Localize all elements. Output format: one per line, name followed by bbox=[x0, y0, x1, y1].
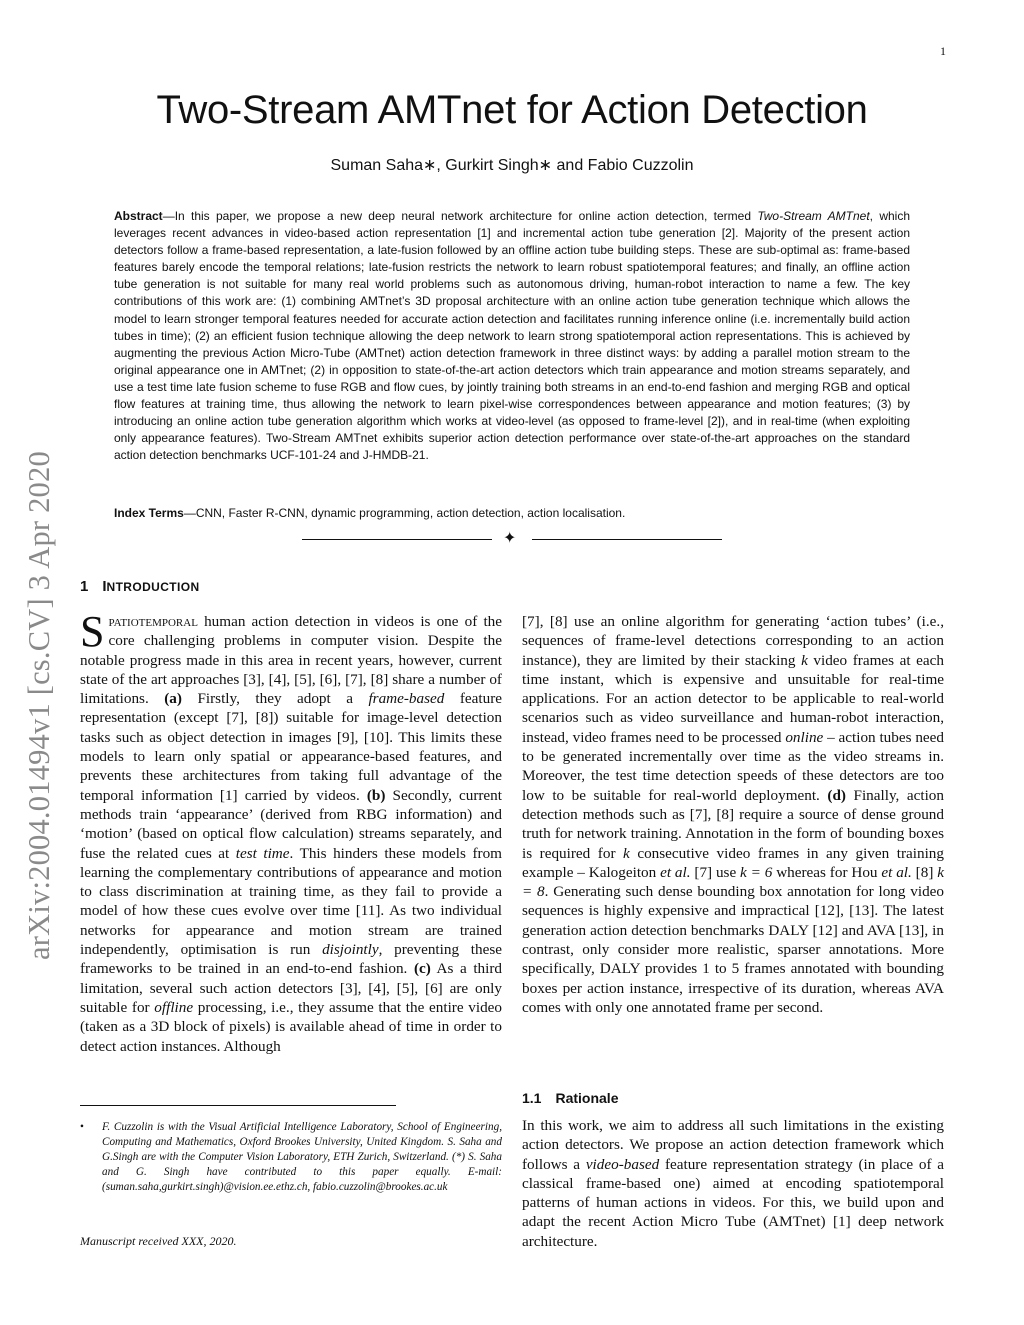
abstract-lead: —In this paper, we propose a new deep neural network architecture for online action detection, termed bbox=[162, 209, 758, 223]
intro-text: Finally, action detection methods such as [7], [8] require a source of dense ground truth for network training. Annotation in the form of bounding boxes is required for bbox=[522, 786, 944, 862]
limitation-d-label: (d) bbox=[827, 786, 846, 804]
divider-rule-left bbox=[302, 539, 492, 540]
intro-paragraph bbox=[80, 607, 503, 1056]
intro-text: As a third limitation, several such action detectors [3], [4], [5], [6] are only suitable for bbox=[80, 960, 503, 1016]
manuscript-note: Manuscript received XXX, 2020. bbox=[80, 1234, 237, 1248]
arxiv-identifier-stamp: arXiv:2004.01494v1 [cs.CV] 3 Apr 2020 bbox=[22, 451, 56, 960]
intro-text: [7] use bbox=[690, 863, 741, 881]
dropcap-continuation: patiotemporal bbox=[108, 613, 198, 630]
intro-text: video frames at each time instant, which is expensive and unsuitable for real-time applications. For an action detector to be applicable to real-world scenarios such as video surveillance and human-robot interaction, instead, video frames need to be processed bbox=[522, 651, 944, 746]
left-column bbox=[80, 607, 503, 1056]
et-al: et al. bbox=[660, 863, 691, 881]
rationale-paragraph-block bbox=[522, 1116, 944, 1251]
index-terms bbox=[114, 505, 910, 522]
footnote-text: F. Cuzzolin is with the Visual Artificial Intelligence Laboratory, School of Engineering, Computing and Mathematics, Oxford Brookes University, United Kingdom. S. Saha and G.Singh are with the Computer Vision Laboratory, ETH Zurich, Switzerland. (*) S. Saha and G. Singh have contributed to this paper equally. E-mail: (suman.saha,gurkirt.singh)@vision.ee.ethz.ch, fabio.cuzzolin@brookes.ac.uk bbox=[102, 1121, 502, 1193]
intro-text: . Generating such dense bounding box annotation for long video sequences is highly expensive and impractical [12], [13]. The latest generation action detection benchmarks DALY [12] and AVA [13], in contrast, only consider more realistic, sparser annotations. More specifically, DALY provides 1 to 5 frames annotated with bounding boxes per action instance, irrespective of its duration, whereas AVA comes with only one annotated frame per second. bbox=[522, 883, 945, 1016]
rationale-paragraph bbox=[522, 1116, 944, 1251]
emphasis-test-time: test time bbox=[235, 844, 290, 862]
math-k-equals-8: k = 8 bbox=[522, 863, 944, 901]
intro-text: [8] bbox=[911, 863, 938, 881]
section-title-rest: NTRODUCTION bbox=[106, 580, 200, 594]
author-list: Suman Saha∗, Gurkirt Singh∗ and Fabio Cuzzolin bbox=[330, 157, 694, 174]
dropcap: S bbox=[80, 607, 105, 656]
intro-text: Firstly, they adopt a bbox=[181, 690, 369, 708]
section-heading-introduction bbox=[80, 578, 200, 595]
right-column bbox=[522, 612, 944, 1017]
emphasis-offline: offline bbox=[154, 998, 194, 1016]
intro-text: Secondly, current methods train ‘appearance’ (derived from RBG information) and ‘motion’ (based on optical flow calculation) streams separately, and fuse the related cues at bbox=[80, 786, 502, 862]
intro-text: . This hinders these models from learning the complementary contributions of appearance and motion to class discrimination at training time, as they fail to provide a model of how these cues evolve over time [11]. As two individual networks for appearance and motion stream are trained independently, optimisation is run bbox=[80, 844, 502, 959]
intro-text: processing, i.e., they assume that the entire video (taken as a 3D block of pixels) is available ahead of time in order to detect action instances. Although bbox=[80, 998, 502, 1055]
abstract-body: , which leverages recent advances in video-based action representation [1] and incremental action tube generation [2]. Majority of the present action detectors follow a frame-based representation, a late-fusion followed by an offline action tube building steps. These are sub-optimal as: frame-based features barely encode the temporal relations; late-fusion restricts the network to learn robust spatiotemporal features; and finally, an offline action tube generation is not suitable for many real world problems such as autonomous driving, human-robot interaction to name a few. The key contributions of this work are: (1) combining AMTnet’s 3D proposal architecture with an online action tube generation technique which allows the model to learn stronger temporal features needed for accurate action detection and facilitates running inference online (i.e. incrementally build action tubes in time); (2) an efficient fusion technique allowing the deep network to learn strong spatiotemporal action representations. This is achieved by augmenting the previous Action Micro-Tube (AMTnet) action detection framework in three distinct ways: by adding a parallel motion stream to the original appearance one in AMTnet; (2) in opposition to state-of-the-art action detectors which train appearance and motion streams separately, and use a test time late fusion scheme to fuse RGB and flow cues, by jointly training both streams in an end-to-end fashion and merging RGB and optical flow features at training time, thus allowing the network to learn pixel-wise correspondences between appearance and motion features; (3) by introducing an online action tube generation algorithm which works at video-level (as opposed to frame-level [2]), and in real-time (when exploiting only appearance features). Two-Stream AMTnet exhibits superior action detection performance over state-of-the-art approaches on the standard action detection benchmarks UCF-101-24 and J-HMDB-21. bbox=[114, 209, 910, 463]
limitation-b-label: (b) bbox=[366, 786, 386, 804]
emphasis-video-based: video-based bbox=[585, 1155, 660, 1173]
footnote bbox=[80, 1120, 502, 1195]
intro-text: human action detection in videos is one of the core challenging problems in computer vision. Despite the notable progress made in this area in recent years, however, current state of the art approaches [3], [4], [5], [6], [7], [8] share a number of limitations. bbox=[80, 613, 502, 708]
abstract-model-name: Two-Stream AMTnet bbox=[757, 209, 870, 223]
subsection-title: Rationale bbox=[555, 1090, 619, 1106]
limitation-c-label: (c) bbox=[413, 960, 431, 978]
emphasis-disjointly: disjointly bbox=[322, 941, 379, 959]
intro-text: , preventing these frameworks to be trained in an end-to-end fashion. bbox=[80, 941, 502, 978]
math-k-equals-6: k = 6 bbox=[740, 863, 773, 881]
rationale-text: In this work, we aim to address all such limitations in the existing action detectors. We propose an action detection framework which follows a bbox=[522, 1117, 944, 1173]
intro-text: feature representation (except [7], [8]) suitable for image-level detection tasks such as object detection in images [9], [10]. This limits these models to learn only spatial or appearance-based features, and prevents these architectures from taking full advantage of the temporal information [1] carried by videos. bbox=[80, 690, 502, 804]
intro-paragraph-continued bbox=[522, 612, 944, 1017]
et-al: et al. bbox=[881, 863, 912, 881]
page-number: 1 bbox=[940, 44, 946, 58]
index-terms-label: Index Terms bbox=[114, 506, 184, 520]
index-terms-body: —CNN, Faster R-CNN, dynamic programming, action detection, action localisation. bbox=[183, 506, 626, 520]
section-divider bbox=[302, 530, 722, 550]
math-k: k bbox=[801, 651, 808, 669]
intro-text: whereas for Hou bbox=[772, 863, 882, 881]
emphasis-online: online bbox=[785, 728, 824, 746]
divider-diamond-icon: ✦ bbox=[503, 530, 517, 547]
subsection-heading-rationale bbox=[522, 1090, 618, 1106]
divider-rule-right bbox=[532, 539, 722, 540]
section-number: 1 bbox=[80, 578, 89, 595]
abstract bbox=[114, 208, 910, 464]
footnote-rule bbox=[80, 1105, 396, 1106]
abstract-label: Abstract bbox=[114, 209, 163, 223]
paper-title: Two-Stream AMTnet for Action Detection bbox=[156, 88, 868, 132]
section-first-letter: I bbox=[102, 578, 107, 595]
intro-text: – action tubes need to be generated incrementally over time as the video streams in. Moreover, the test time detection speeds of these detectors are too low to be suitable for real-world deployment. bbox=[522, 728, 945, 804]
intro-text: consecutive video frames in any given training example – Kalogeiton bbox=[522, 844, 944, 881]
footnote-bullet: • bbox=[80, 1121, 84, 1133]
limitation-a-label: (a) bbox=[164, 690, 182, 708]
rationale-text: feature representation strategy (in place of a classical frame-based one) aimed at encoding spatiotemporal patterns of human actions in videos. For this, we build upon and adapt the recent Action Micro Tube (AMTnet) [1] deep network architecture. bbox=[522, 1155, 944, 1250]
intro-text: [7], [8] use an online algorithm for generating ‘action tubes’ (i.e., sequences of frame-level detections corresponding to an action instance), they are limited by their stacking bbox=[522, 613, 944, 669]
subsection-number: 1.1 bbox=[522, 1090, 542, 1106]
emphasis-frame-based: frame-based bbox=[368, 690, 445, 708]
math-k: k bbox=[623, 844, 630, 862]
